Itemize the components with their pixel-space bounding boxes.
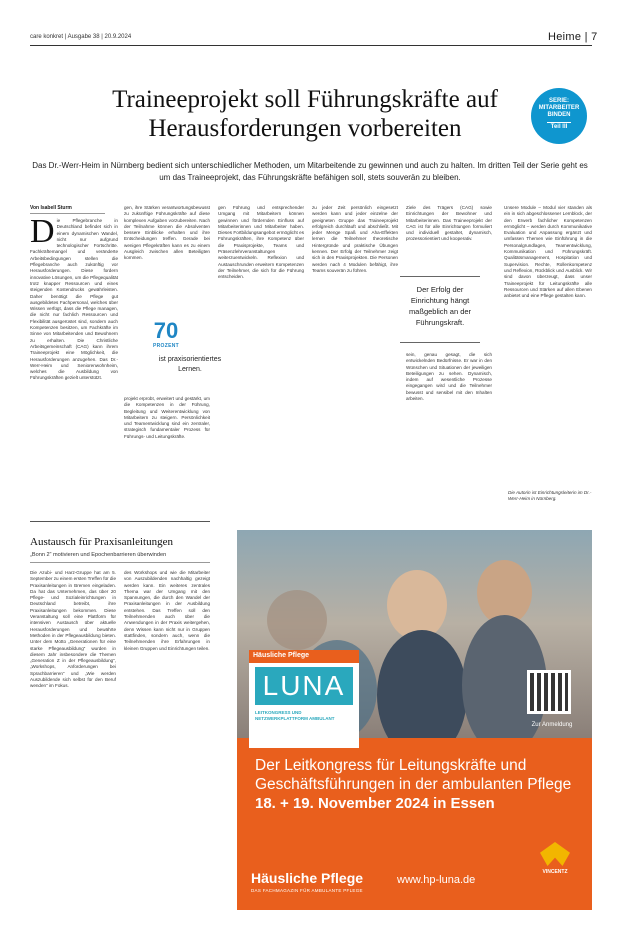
- article-column-1: [30, 218, 118, 508]
- article-column-3: gen Führung und entsprechender Umgang mit Mitarbeitern können gewinnen und fördernden Einfluss auf Mitarbeiterinnen und Mitarbeiter haben. Dieses Fortbildungsangebot ermöglicht es Führungskräften, ihre Kompetenz über die Praxisprojekte, Teams und Präsenzlehrveranstaltungen weiterzuentwickeln. Reflexion und Austauschrunden erweitern Kompetenzen der Teilnehmer, die sich für die Führung entscheiden.: [218, 205, 304, 280]
- sidebar-column-1: Die Azubi- und Harz-Gruppe hat am 5. September zu einem ersten Treffen für die Praxisanleitungen in Bremen eingeladen. Da hat das Unternehmen, das über 20 Pflege- und Sozialeinrichtungen in Deutschland betreibt, ihre Praxisanleitungen bekommen. Diese Veranstaltung soll eine Plattform für intensiven Austausch über aktuelle Herausforderungen und bewährte Methoden in der Pflegeausbildung bieten. Unter dem Motto „Generationen für eine starke Pflegeausbildung“ wurden in diesem Jahr insbesondere die Themen „Generation Z in der Pflegeausbildung“, „Workshops, Anforderungen bei Sprachbarrieren“ und „Wie werden Auszubildende sich selbst für den Beruf wenden“ im Fokus.: [30, 570, 116, 689]
- header-rule: [30, 45, 592, 46]
- pull-stat-label: PROZENT: [153, 343, 179, 349]
- article-column-6: Unsere Module – Modul vier standen als ein in sich abgeschlossener Lernblock, der den Erwerb fachlicher Kompetenzen ermöglicht – werden durch Kommunikative Evaluation und Anpassung ergänzt und umfassen Themen wie Einführung in die Personalgrundlagen, Teamentwicklung, Kommunikation und Führungskräft. Qualitätsmanagement, Hospitation und Supervision. Rechte, Rollenkompetenz und Reflexion, Rückblick und Ausblick. Wir sind davon überzeugt, dass unser Traineeprojekt für Leitungskräfte alle Ressourcen und Stärken auf allen Ebenen anbietet und eine Pflege gestalten kann.: [504, 205, 592, 299]
- luna-logo-box: [249, 650, 359, 748]
- magazine-logo: Häusliche Pflege: [251, 870, 364, 886]
- sidebar-subtitle: „Bonn 2“ motivieren und Epochenbarrieren überwinden: [30, 552, 167, 558]
- badge-line-3: BINDEN: [547, 112, 571, 118]
- ad-date: 18. + 19. November 2024 in Essen: [255, 795, 495, 812]
- badge-line-2: MITARBEITER: [538, 105, 580, 111]
- section-page-label: Heime | 7: [548, 31, 598, 43]
- sidebar-subrule: [30, 562, 210, 563]
- registration-link[interactable]: Zur Anmeldung: [531, 722, 573, 728]
- article-column-5a: Ziele des Trägers (CAG) sowie Einrichtungen der Bewohner und Mitarbeiterinnen. Das Traineeprojekt der CAG ist für alle Einrichtungen formuliert und individuell gestaltet, dynamisch, prozessorientiert und kooperativ.: [406, 205, 492, 242]
- badge-line-1: SERIE:: [548, 98, 569, 104]
- sidebar-column-2: des Workshops und wie die Mitarbeiter von Auszubildenden nachhaltig gezeigt werden kann. Ein weiteres zentrales Thema war der Umgang mit den Spannungen, die durch den Wandel der Praxisanleitungen in der Ausbildung entstehen. Das Treffen soll den Teilnehmenden auch über die Anwendungen in der Praxis weitergehen, denn Wissen kann nicht nur in Gruppen stattfinden, sondern auch, wenn die Teilnehmenden ihre Erfahrungen in kleinen Gruppen und Einrichtungen teilen.: [124, 570, 210, 651]
- series-badge: [531, 88, 587, 144]
- article-author: Von Isabell Sturm: [30, 205, 105, 214]
- issue-meta: care konkret | Ausgabe 38 | 20.9.2024: [30, 34, 132, 40]
- pull-stat-text: ist praxisorientiertes Lernen.: [158, 356, 222, 373]
- sidebar-rule: [30, 521, 210, 522]
- vincentz-logo: [535, 842, 575, 875]
- vincentz-wordmark: VINCENTZ: [542, 869, 568, 875]
- article-column-2b: projekt erprobt, erweitert und gestärkt, um die Kompetenzen in der Führung, Begleitung und Weiterentwicklung von Mitarbeitern zu steigern. Persönlichkeit und Teamentwicklung sind ein zentraler, strategisch fundamentaler Prozess für Führungs- und Leitungskräfte.: [124, 396, 210, 439]
- badge-line-4: Teil III: [547, 122, 571, 131]
- article-headline: Traineeprojekt soll Führungskräfte auf Herausforderungen vorbereiten: [112, 86, 498, 142]
- dropcap-letter: D: [30, 218, 55, 250]
- luna-wordmark: LUNA: [255, 667, 353, 705]
- luna-top-label: Häusliche Pflege: [249, 650, 359, 663]
- ad-url-link[interactable]: www.hp-luna.de: [397, 874, 476, 886]
- luna-subline: LEITKONGRESS UND NETZWERKPLATTFORM AMBULANT: [255, 710, 335, 721]
- pull-quote: Der Erfolg der Einrichtung hängt maßgeblich an der Führungskraft.: [408, 285, 472, 327]
- article-column-4: zu jeder Zeit persönlich eingesetzt werden kann und jeder einzelne der geeigneten Gruppe das Traineeprojekt erfolgreich durchläuft und abschließt. Mit jeder Menge Spaß und Aha-Effekten lernen die Teilnehmer theoretische Hintergründe und praktische Übungen kennen. Der Erfolg der Teilnehmer zeigt sich in den Praxisprojekten. Die Personen werden nach 4 Modulen befähigt, ihre Teams souverän zu führen.: [312, 205, 398, 273]
- ad-headline: Der Leitkongress für Leitungskräfte und Geschäftsführungen in der ambulanten Pflege: [255, 757, 572, 793]
- author-note: Die Autorin ist Einrichtungsleiterin im Dr.-Werr-Heim in Nürnberg.: [508, 490, 592, 501]
- qr-code-icon[interactable]: [527, 670, 571, 714]
- sidebar-title: Austausch für Praxisanleitungen: [30, 536, 173, 548]
- quote-rule-bottom: [400, 342, 480, 343]
- vincentz-logo-icon: [540, 842, 570, 866]
- article-column-2a: gen, ihre Stärken verantwortungsbewusst zu zukünftige Führungskräfte auf diese komplexen Aufgaben vorzubereiten. Nach der Teilnahme können die Absolventen bessere Einblicke erhalten und ihre Entscheidungen treffen. Gerade bei wenigen Pflegekräften kann es zu einem Ausgleich zwischen allen Beteiligten kommen.: [124, 205, 210, 261]
- magazine-tagline: DAS FACHMAGAZIN FÜR AMBULANTE PFLEGE: [251, 888, 363, 893]
- article-lead: Das Dr.-Werr-Heim in Nürnberg bedient sich unterschiedlicher Methoden, um Mitarbeitende zu gewinnen und auch zu halten. Im dritten Teil der Serie geht es um das Traineeprojekt, das Führungskräfte befähigen soll, stets souverän zu bleiben.: [32, 161, 588, 182]
- advertisement[interactable]: [237, 530, 592, 910]
- pull-stat-number: 70: [153, 318, 179, 343]
- article-column-5b: sein, genau gesagt, die sich entwickelnden Bedürfnisse. Er war in den Wünschen und Situationen der jeweiligen Beteiligungen zu sehen. Dynamisch, indem auf wesentliche Prozesse eingegangen wird und die Teilnehmer bewusst und sensibel mit den Inhalten arbeiten.: [406, 352, 492, 402]
- quote-rule-top: [400, 276, 480, 277]
- column-1-text: ie Pflegebranche in Deutschland befindet sich in einem dynamischen Wandel, nicht nur aufgrund technologischer Fortschritte. Fachkräftemangel und veränderte Arbeitsbedingungen stellen die Pflegebranche auch zukünftig vor Herausforderungen. Diese fordern innovative Lösungen, um die Pflegequalität trotz knapper Ressourcen und eines steigenden Kostendrucks gewährleisten. Daher benötigt die Pflege gut ausgebildetes Fachpersonal, welches über Wissen verfügt, dass die Pflege managen, die nicht nur fachlich Ressourcen und Flexibilität ausgerüstet sind, sondern auch Kompetenzen besitzen, um Fachkräfte im Sinne von Mitarbeitenden und Bewohnern zu erhalten. Die Christliche Arbeitsgemeinschaft (CAG) kann ihrem Traineeprojekt eine Möglichkeit, die Herausforderungen anzugehen. Das Dr.-Werr-Heim und Seniorenwohnheim, welches die Ausbildung von Führungskräften gezielt unterstützt.: [30, 218, 118, 381]
